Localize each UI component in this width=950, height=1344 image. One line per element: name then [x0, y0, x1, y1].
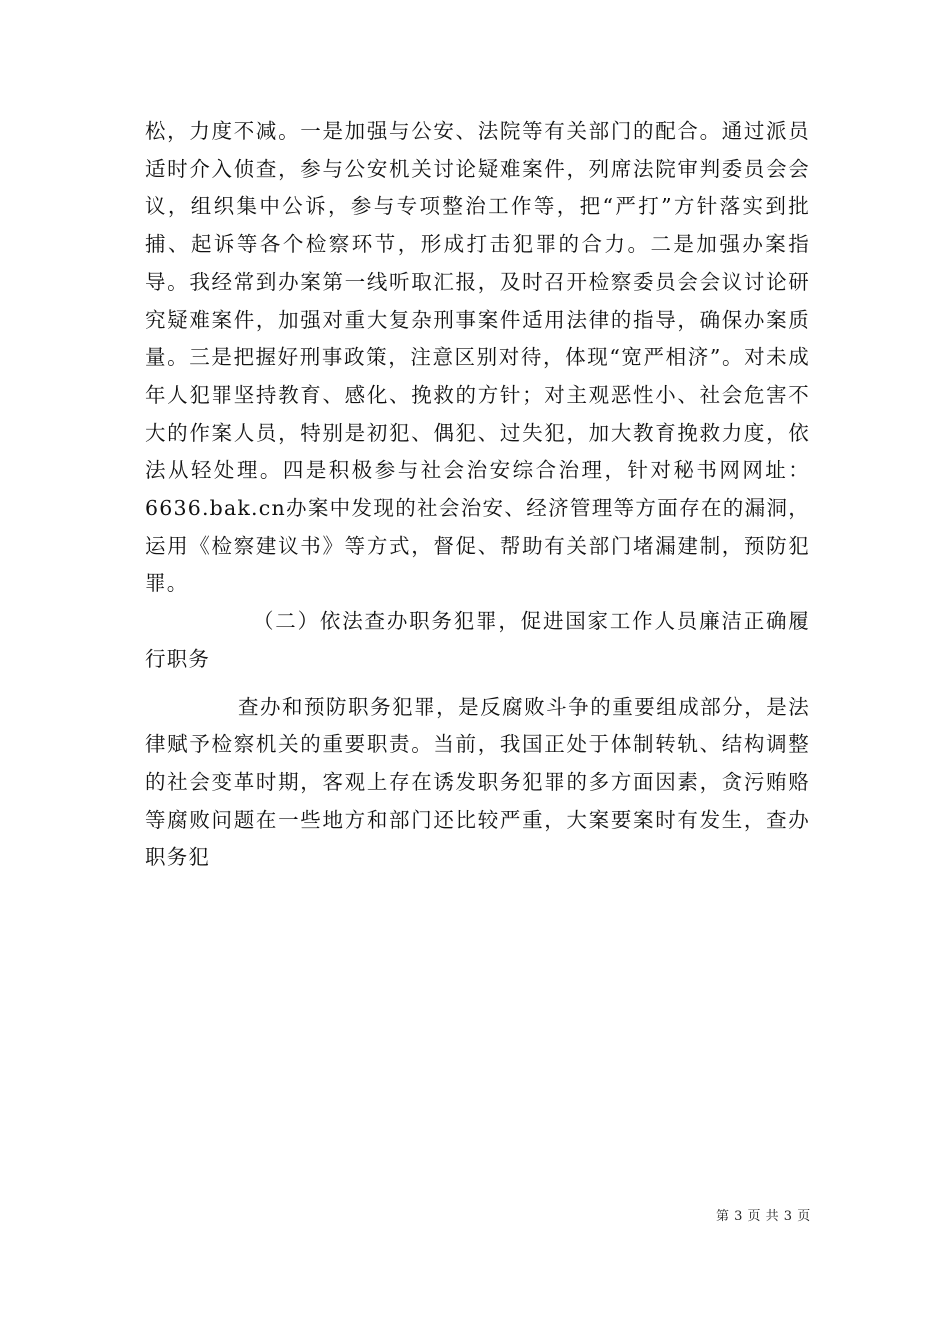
body-paragraph: 松，力度不减。一是加强与公安、法院等有关部门的配合。通过派员适时介入侦查，参与公安机关讨论疑难案件，列席法院审判委员会会议，组织集中公诉，参与专项整治工作等，把“严打”方针落实到批捕、起诉等各个检察环节，形成打击犯罪的合力。二是加强办案指导。我经常到办案第一线听取汇报，及时召开检察委员会会议讨论研究疑难案件，加强对重大复杂刑事案件适用法律的指导，确保办案质量。三是把握好刑事政策，注意区别对待，体现“宽严相济”。对未成年人犯罪坚持教育、感化、挽救的方针；对主观恶性小、社会危害不大的作案人员，特别是初犯、偶犯、过失犯，加大教育挽救力度，依法从轻处理。四是积极参与社会治安综合治理，针对秘书网网址：6636.bak.cn办案中发现的社会治安、经济管理等方面存在的漏洞，运用《检察建议书》等方式，督促、帮助有关部门堵漏建制，预防犯罪。: [145, 119, 810, 596]
section-heading: （二）依法查办职务犯罪，促进国家工作人员廉洁正确履行职务: [145, 609, 810, 671]
document-body: [145, 113, 810, 877]
page-number-footer: 第 3 页 共 3 页: [716, 1209, 811, 1224]
body-paragraph: 查办和预防职务犯罪，是反腐败斗争的重要组成部分，是法律赋予检察机关的重要职责。当前，我国正处于体制转轨、结构调整的社会变革时期，客观上存在诱发职务犯罪的多方面因素，贪污贿赂等腐败问题在一些地方和部门还比较严重，大案要案时有发生，查办职务犯: [145, 694, 810, 870]
